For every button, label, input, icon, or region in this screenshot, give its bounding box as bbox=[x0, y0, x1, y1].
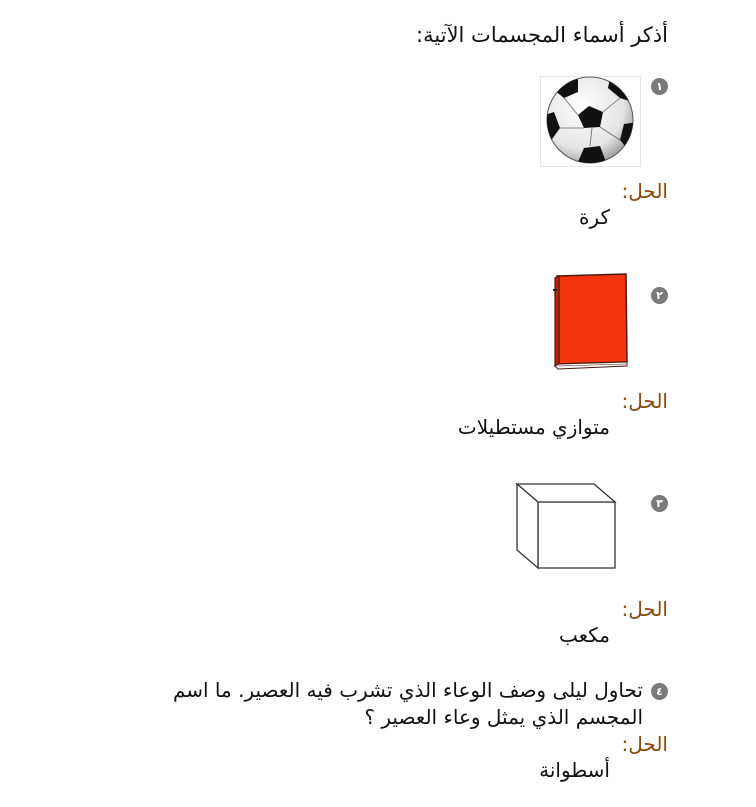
question-number-badge: ٣ bbox=[651, 495, 668, 512]
solution-label: الحل: bbox=[621, 732, 668, 756]
solution-label: الحل: bbox=[621, 179, 668, 203]
question-number-badge: ١ bbox=[651, 78, 668, 95]
question-number-badge: ٤ bbox=[651, 683, 668, 700]
soccer-ball-icon bbox=[540, 76, 642, 168]
answer-text: مكعب bbox=[558, 623, 610, 647]
red-book-icon bbox=[550, 270, 632, 372]
question-number-badge: ٢ bbox=[651, 287, 668, 304]
question-text-line: تحاول ليلى وصف الوعاء الذي تشرب فيه العصير. ما اسم bbox=[172, 678, 643, 702]
answer-text: متوازي مستطيلات bbox=[457, 415, 610, 439]
solution-label: الحل: bbox=[621, 389, 668, 413]
cube-icon bbox=[512, 478, 620, 574]
answer-text: أسطوانة bbox=[539, 758, 610, 782]
solution-label: الحل: bbox=[621, 597, 668, 621]
answer-text: كرة bbox=[578, 205, 610, 229]
question-text-line: المجسم الذي يمثل وعاء العصير ؟ bbox=[364, 705, 643, 729]
page-title: أذكر أسماء المجسمات الآتية: bbox=[416, 23, 668, 47]
